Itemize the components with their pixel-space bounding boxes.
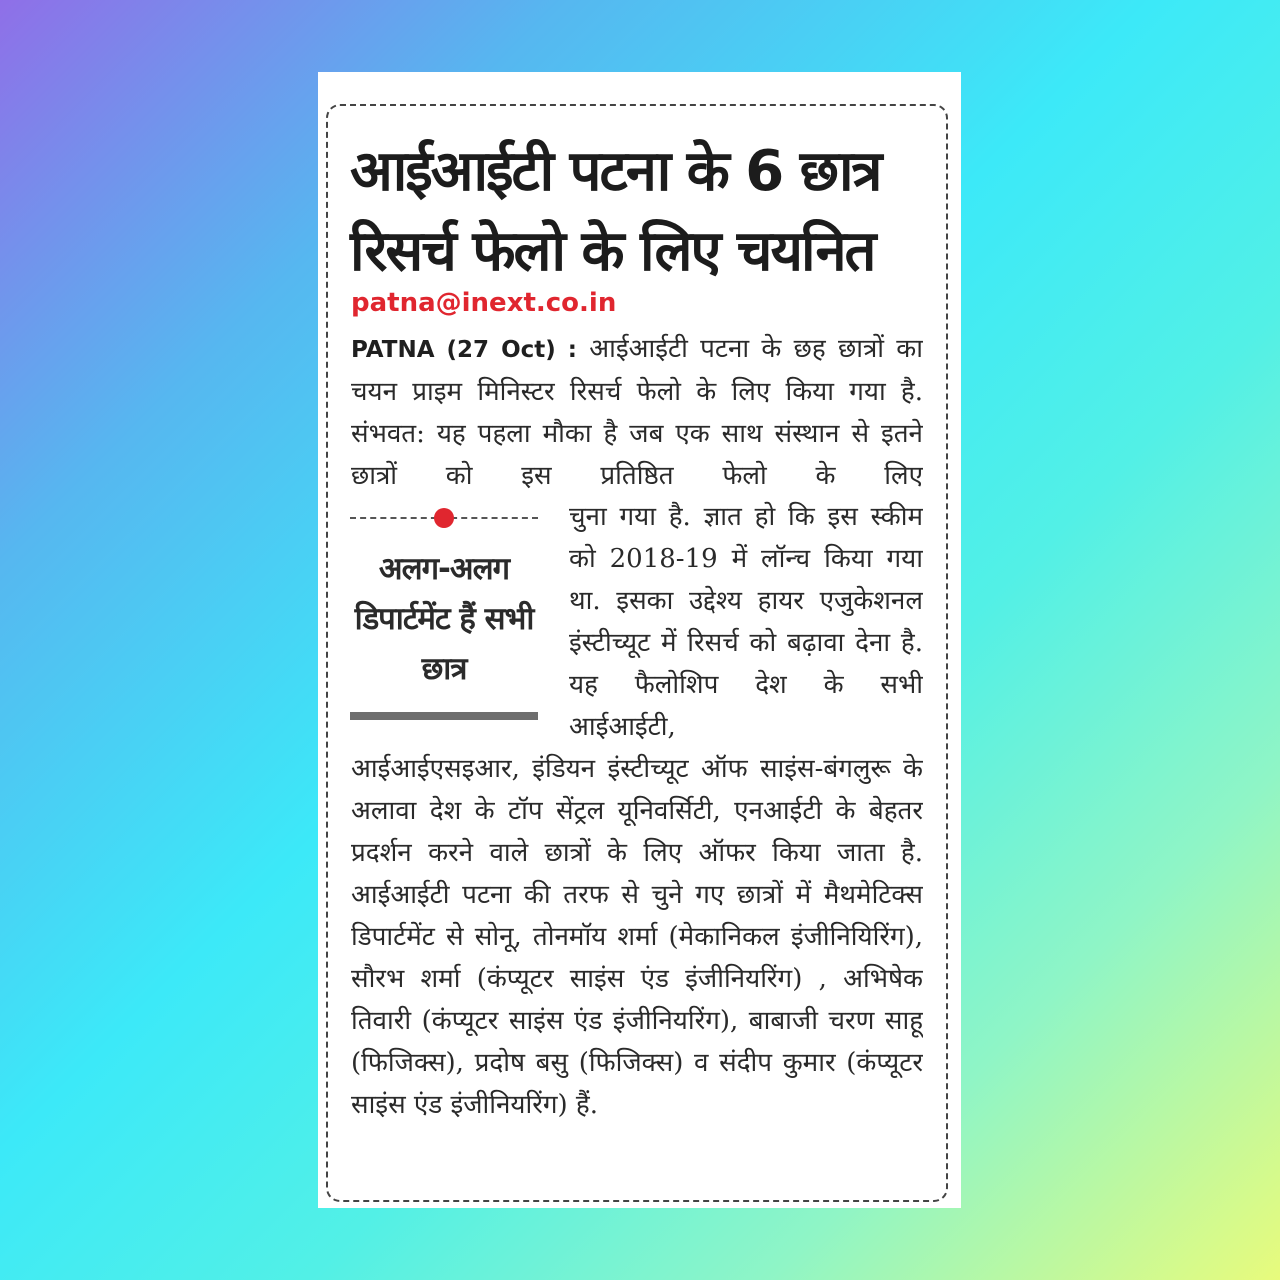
article-paragraph-3: आईआईएसइआर, इंडियन इंस्टीच्यूट ऑफ साइंस-बंगलुरू के अलावा देश के टॉप सेंट्रल यूनिवर्सिटी, एनआईटी के बेहतर प्रदर्शन करने वाले छात्रों के लिए ऑफर किया जाता है. आईआईटी पटना की तरफ से चुने गए छात्रों में मैथमेटिक्स डिपार्टमेंट से सोनू, तोनमॉय शर्मा (मेकानिकल इंजीनियिरिंग), सौरभ शर्मा (कंप्यूटर साइंस एंड इंजीनियरिंग) , अभिषेक तिवारी (कंप्यूटर साइंस एंड इंजीनियरिंग), बाबाजी चरण साहू (फिजिक्स), प्रदोष बसु (फिजिक्स) व संदीप कुमार (कंप्यूटर साइंस एंड इंजीनियरिंग) हैं.	[351, 754, 923, 1120]
newspaper-clipping	[318, 72, 961, 1208]
paragraph-1-text: आईआईटी पटना के छह छात्रों का चयन प्राइम मिनिस्टर रिसर्च फेलो के लिए किया गया है. संभवत: यह पहला मौका है जब एक साथ संस्थान से इतने छात्रों को इस प्रतिष्ठित फेलो के लिए	[351, 334, 923, 491]
reporter-email: patna@inext.co.in	[351, 288, 617, 318]
red-dot-icon	[434, 508, 454, 528]
pullquote-rule	[350, 712, 538, 720]
pullquote: अलग-अलग डिपार्टमेंट हैं सभी छात्र	[354, 551, 534, 687]
article-paragraph-2: चुना गया है. ज्ञात हो कि इस स्कीम को 2018-19 में लॉन्च किया गया था. इसका उद्देश्य हायर एजुकेशनल इंस्टीच्यूट में रिसर्च को बढ़ावा देना है. यह फैलोशिप देश के सभी आईआईटी,	[569, 502, 923, 742]
article-paragraph-1	[351, 328, 923, 498]
dateline: PATNA (27 Oct) :	[351, 337, 577, 363]
headline: आईआईटी पटना के 6 छात्र रिसर्च फेलो के लिए चयनित	[350, 139, 881, 284]
